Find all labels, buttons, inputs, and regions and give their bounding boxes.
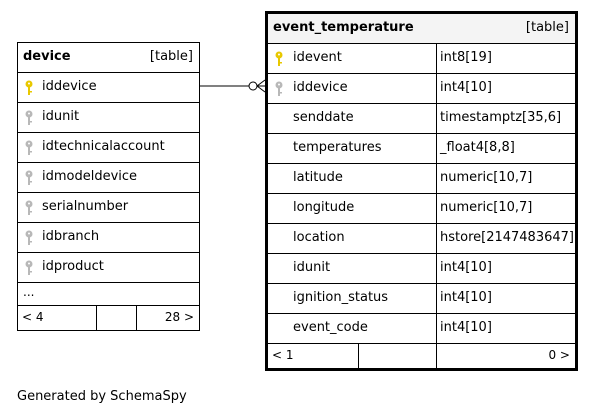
column-row[interactable]: [268, 74, 575, 104]
column-row[interactable]: [268, 164, 575, 194]
column-name: idmodeldevice: [42, 169, 138, 184]
event-temperature-table[interactable]: [265, 11, 578, 371]
column-name: serialnumber: [42, 199, 129, 214]
foreign-key-icon: [24, 200, 34, 216]
foreign-key-icon: [24, 260, 34, 276]
column-name: senddate: [293, 110, 354, 125]
column-name: iddevice: [42, 79, 97, 94]
column-name: ignition_status: [293, 290, 389, 305]
column-type: timestamptz[35,6]: [440, 110, 562, 125]
column-row[interactable]: [18, 193, 199, 223]
column-name: latitude: [293, 170, 343, 185]
column-type: int4[10]: [440, 290, 492, 305]
device-table-footer: [18, 306, 199, 330]
children-count[interactable]: 28 >: [164, 310, 194, 324]
foreign-key-icon: [274, 81, 284, 97]
column-row[interactable]: [18, 133, 199, 163]
column-row[interactable]: [268, 44, 575, 74]
column-type: _float4[8,8]: [440, 140, 515, 155]
column-row[interactable]: [268, 284, 575, 314]
column-type: int4[10]: [440, 80, 492, 95]
primary-key-icon: [24, 80, 34, 96]
device-table[interactable]: [17, 42, 200, 331]
column-name: idunit: [293, 260, 331, 275]
foreign-key-icon: [24, 170, 34, 186]
column-type: numeric[10,7]: [440, 170, 533, 185]
column-name: idbranch: [42, 229, 100, 244]
foreign-key-icon: [24, 230, 34, 246]
column-row[interactable]: [18, 253, 199, 283]
column-name: location: [293, 230, 345, 245]
primary-key-icon: [274, 51, 284, 67]
column-row[interactable]: [268, 194, 575, 224]
event-temperature-table-header[interactable]: [268, 14, 575, 44]
table-name: device: [23, 49, 71, 64]
column-name: temperatures: [293, 140, 382, 155]
children-count[interactable]: 0 >: [548, 348, 570, 362]
column-name: idtechnicalaccount: [42, 139, 165, 154]
parents-count[interactable]: < 4: [22, 310, 44, 324]
generated-by-credit: Generated by SchemaSpy: [17, 389, 187, 404]
table-kind: [table]: [149, 49, 193, 64]
column-type: numeric[10,7]: [440, 200, 533, 215]
column-name: iddevice: [293, 80, 348, 95]
column-name: idevent: [293, 50, 342, 65]
column-name: idunit: [42, 109, 80, 124]
column-row[interactable]: [18, 103, 199, 133]
parents-count[interactable]: < 1: [272, 348, 294, 362]
table-name: event_temperature: [273, 20, 414, 35]
foreign-key-icon: [24, 140, 34, 156]
column-row[interactable]: [268, 314, 575, 344]
column-type: int4[10]: [440, 260, 492, 275]
foreign-key-icon: [24, 110, 34, 126]
table-kind: [table]: [525, 20, 569, 35]
column-row[interactable]: [18, 163, 199, 193]
column-type: hstore[2147483647]: [440, 230, 574, 245]
column-type: int4[10]: [440, 320, 492, 335]
more-columns-ellipsis: ...: [18, 283, 199, 306]
event-temperature-table-footer: [268, 344, 575, 368]
column-name: longitude: [293, 200, 355, 215]
column-row[interactable]: [268, 254, 575, 284]
column-name: event_code: [293, 320, 368, 335]
column-row[interactable]: [18, 73, 199, 103]
column-name: idproduct: [42, 259, 104, 274]
device-table-header[interactable]: [18, 43, 199, 73]
column-row[interactable]: [18, 223, 199, 253]
column-row[interactable]: [268, 134, 575, 164]
column-row[interactable]: [268, 224, 575, 254]
column-type: int8[19]: [440, 50, 492, 65]
column-row[interactable]: [268, 104, 575, 134]
